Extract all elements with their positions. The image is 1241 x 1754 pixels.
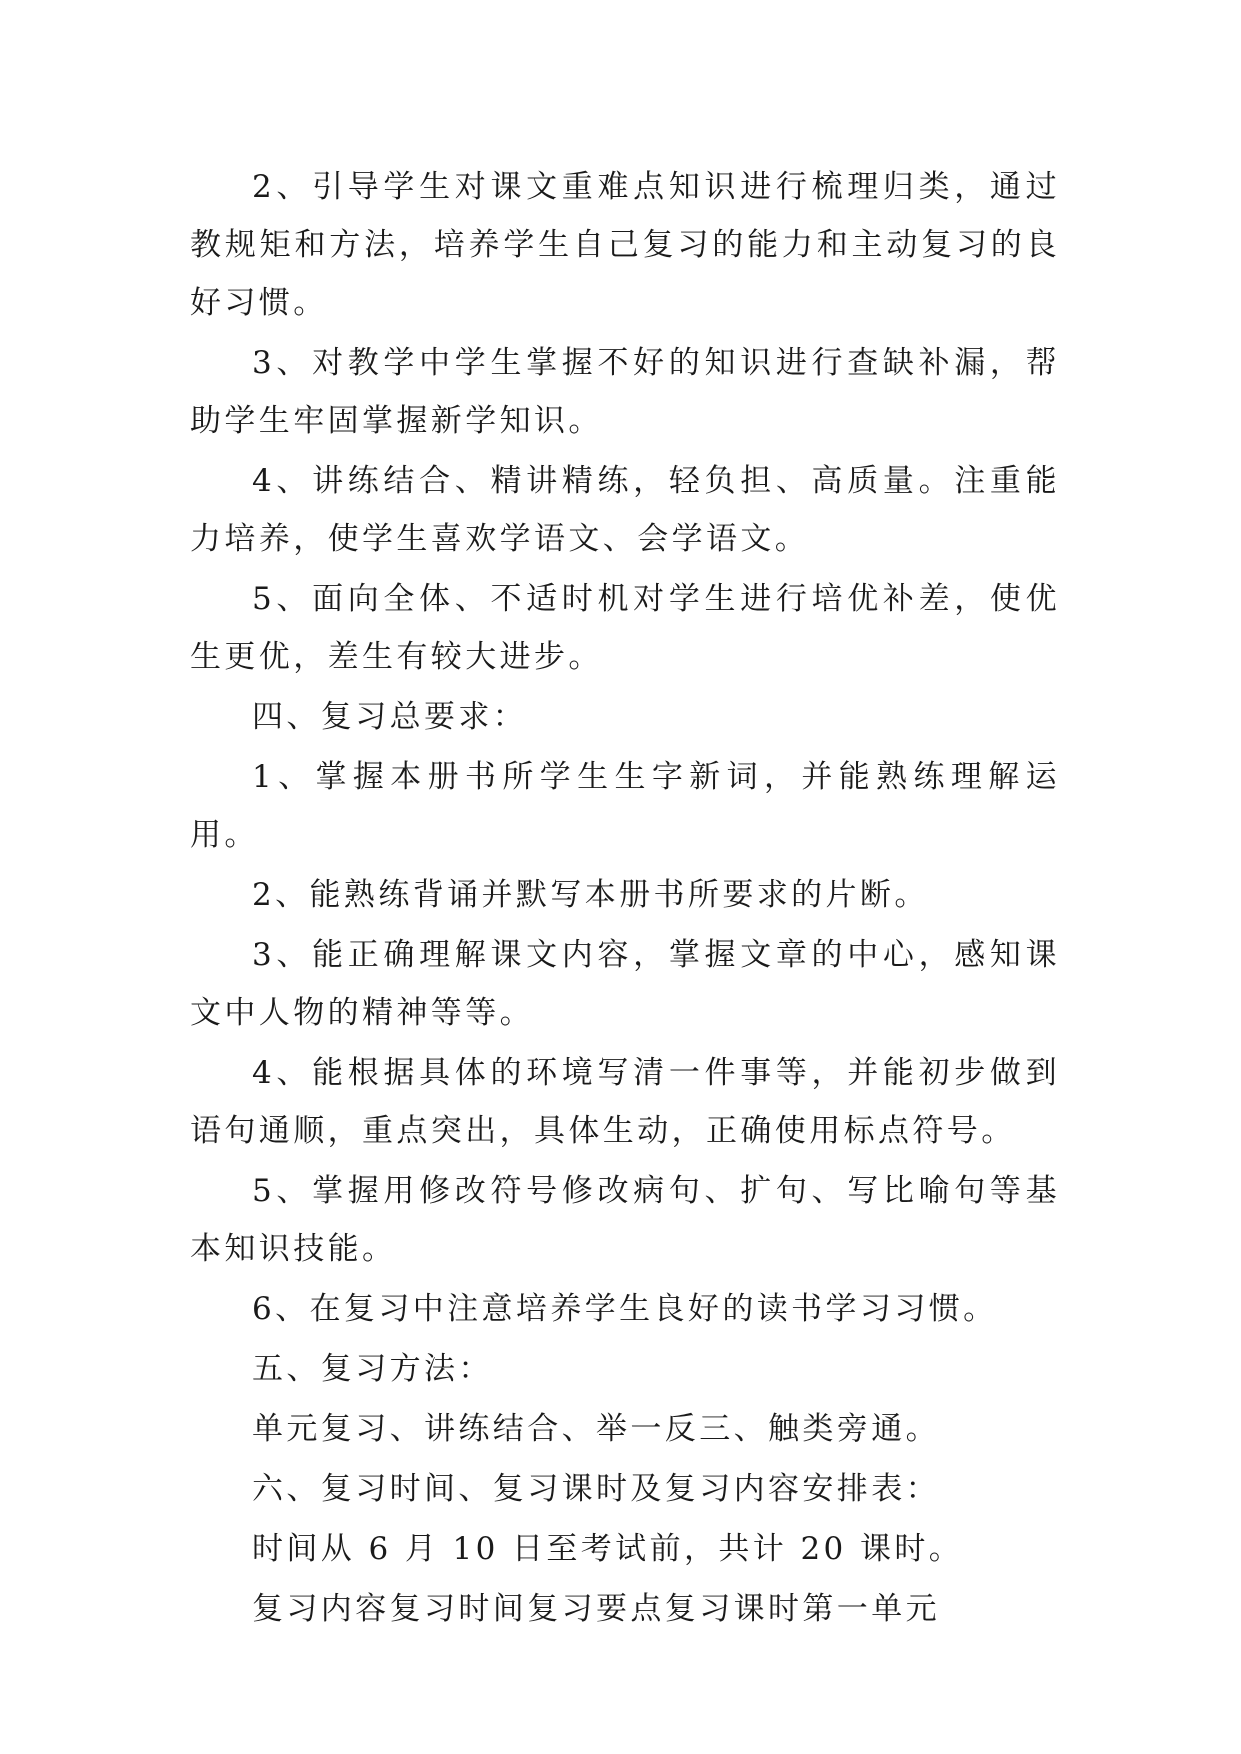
document-body [190,158,1060,1640]
section-heading-schedule: 六、复习时间、复习课时及复习内容安排表： [252,1471,940,1507]
section-heading-requirements: 四、复习总要求： [252,699,528,735]
paragraph-methods: 单元复习、讲练结合、举一反三、触类旁通。 [252,1411,940,1447]
paragraph-requirement-1: 1、掌握本册书所学生生字新词，并能熟练理解运用。 [190,759,1060,853]
paragraph-requirement-5: 5、掌握用修改符号修改病句、扩句、写比喻句等基本知识技能。 [190,1173,1060,1267]
paragraph-review-goal-2: 2、引导学生对课文重难点知识进行梳理归类，通过教规矩和方法，培养学生自己复习的能力和主动复习的良好习惯。 [190,169,1060,321]
paragraph-requirement-3: 3、能正确理解课文内容，掌握文章的中心，感知课文中人物的精神等等。 [190,937,1060,1031]
paragraph-requirement-4: 4、能根据具体的环境写清一件事等，并能初步做到语句通顺，重点突出，具体生动，正确使用标点符号。 [190,1055,1060,1149]
paragraph-review-goal-5: 5、面向全体、不适时机对学生进行培优补差，使优生更优，差生有较大进步。 [190,581,1060,675]
paragraph-review-goal-4: 4、讲练结合、精讲精练，轻负担、高质量。注重能力培养，使学生喜欢学语文、会学语文。 [190,463,1060,557]
paragraph-review-goal-3: 3、对教学中学生掌握不好的知识进行查缺补漏，帮助学生牢固掌握新学知识。 [190,345,1060,439]
paragraph-requirement-2: 2、能熟练背诵并默写本册书所要求的片断。 [252,877,929,913]
section-heading-methods: 五、复习方法： [252,1351,493,1387]
paragraph-schedule-time: 时间从 6 月 10 日至考试前，共计 20 课时。 [252,1531,964,1567]
paragraph-requirement-6: 6、在复习中注意培养学生良好的读书学习习惯。 [252,1291,998,1327]
paragraph-schedule-table-header: 复习内容复习时间复习要点复习课时第一单元 [252,1591,940,1627]
